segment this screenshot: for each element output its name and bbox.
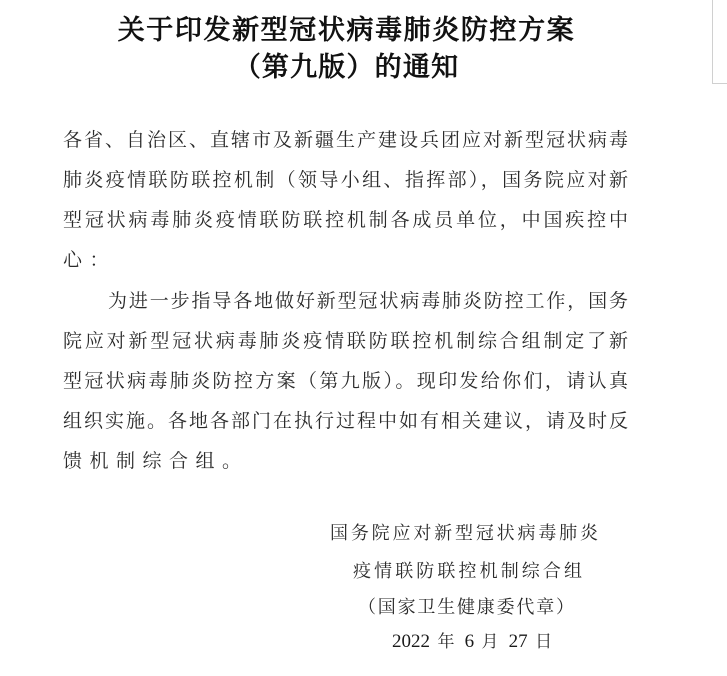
addressee-line: 肺炎疫情联防联控机制（领导小组、指挥部），国务院应对新 [63,169,628,191]
title-line-2: （第九版）的通知 [233,52,460,83]
date-year-unit: 年 [437,632,458,652]
body-line: 为进一步指导各地做好新型冠状病毒肺炎防控工作，国务 [108,290,628,312]
signature-date [392,624,552,660]
date-day: 27 [508,631,528,652]
page-corner-mark-horizontal [712,83,727,84]
date-year: 2022 [392,631,430,652]
addressee-line: 心： [63,249,117,271]
body-line: 型冠状病毒肺炎防控方案（第九版）。现印发给你们，请认真 [63,370,628,392]
date-day-unit: 日 [535,632,553,652]
signature-org-line-2: 疫情联防联控机制综合组 [353,561,582,582]
body-line: 组织实施。各地各部门在执行过程中如有相关建议，请及时反 [63,410,628,432]
title-line-1: 关于印发新型冠状病毒肺炎防控方案 [117,15,576,46]
date-month: 6 [464,631,475,652]
date-month-unit: 月 [481,632,502,652]
signature-seal-note: （国家卫生健康委代章） [358,597,574,618]
body-line: 馈机制综合组。 [63,450,249,472]
body-line: 院应对新型冠状病毒肺炎疫情联防联控机制综合组制定了新 [63,330,628,352]
addressee-line: 型冠状病毒肺炎疫情联防联控机制各成员单位，中国疾控中 [63,209,628,231]
signature-org-line-1: 国务院应对新型冠状病毒肺炎 [330,523,598,544]
addressee-line: 各省、自治区、直辖市及新疆生产建设兵团应对新型冠状病毒 [63,129,628,151]
page-corner-mark-vertical [712,0,713,83]
